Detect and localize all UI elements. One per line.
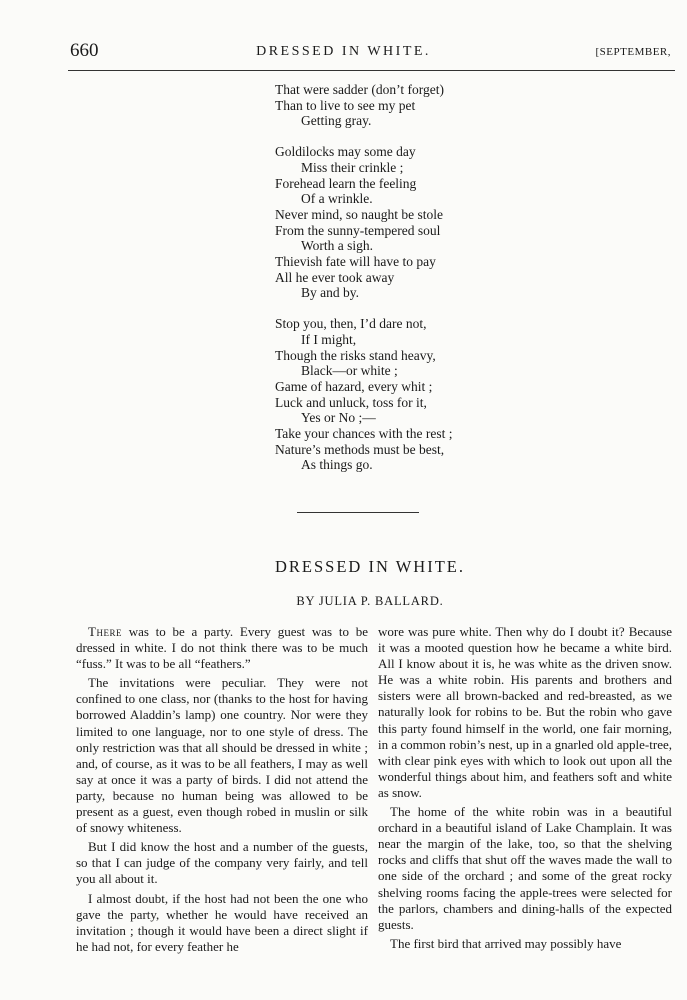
lead-word: There: [88, 624, 122, 639]
poem-line: Luck and unluck, toss for it,: [275, 394, 427, 410]
right-column: [378, 624, 672, 955]
running-title: DRESSED IN WHITE.: [256, 44, 431, 59]
stanza-break: [275, 301, 453, 316]
poem: [275, 82, 453, 473]
paragraph: [378, 936, 672, 952]
poem-line: Forehead learn the feeling: [275, 175, 417, 191]
paragraph-text: The first bird that arrived may possibly have: [390, 935, 622, 951]
poem-line: All he ever took away: [275, 269, 395, 285]
poem-line: From the sunny-tempered soul: [275, 222, 441, 238]
paragraph-text: The home of the white robin was in a beautiful orchard in a beautiful island of Lake Champlain. It was near the margin of the lake, too, so that the shelving rocks and cliffs that shut off the waves made the wall to one side of the orchard ; and some of the great rocky shelving rooms facing the apple-trees were selected for the parlors, chambers and dining-halls of the expected guests.: [378, 804, 672, 932]
poem-line: If I might,: [301, 331, 357, 347]
page-number: 660: [70, 40, 99, 61]
left-column: [76, 624, 368, 958]
poem-line: Of a wrinkle.: [301, 191, 373, 207]
paragraph: [76, 675, 368, 836]
poem-line: Goldilocks may some day: [275, 144, 416, 160]
header-rule: [68, 70, 675, 71]
poem-line: Black—or white ;: [301, 363, 398, 379]
stanza-break: [275, 129, 453, 144]
paragraph: [76, 891, 368, 955]
poem-line: Take your chances with the rest ;: [275, 426, 453, 442]
paragraph-text: The invitations were peculiar. They were not confined to one class, nor (thanks to the host for having borrowed Aladdin’s lamp) one country. Nor were they limited to one language, nor to one style of dress. The only restriction was that all should be dressed in white ; and, of course, as it was to be all feathers, I may as well say at once it was a party of birds. I did not attend the party, because no human being was allowed to be present as a guest, even though robed in muslin or silk of snowy whiteness.: [76, 675, 368, 836]
poem-line: Though the risks stand heavy,: [275, 347, 436, 363]
poem-line: Yes or No ;—: [301, 410, 376, 426]
paragraph: [378, 624, 672, 801]
poem-line: Game of hazard, every whit ;: [275, 378, 433, 394]
paragraph-text: But I did know the host and a number of the guests, so that I can judge of the company very fairly, and tell you all about it.: [76, 839, 368, 887]
paragraph: [76, 624, 368, 672]
poem-line: As things go.: [301, 457, 373, 473]
poem-line: By and by.: [301, 285, 359, 301]
paragraph: [378, 804, 672, 933]
paragraph-text: I almost doubt, if the host had not been the one who gave the party, whether he would have received an invitation ; though it would have been a direct slight if he had not, for every feather he: [76, 890, 368, 954]
running-month: [SEPTEMBER,: [595, 46, 671, 58]
poem-line: Nature’s methods must be best,: [275, 441, 445, 457]
poem-line: Miss their crinkle ;: [301, 159, 404, 175]
poem-line: That were sadder (don’t forget): [275, 82, 444, 97]
poem-line: Thievish fate will have to pay: [275, 254, 436, 270]
paragraph: [76, 839, 368, 887]
paragraph-text: wore was pure white. Then why do I doubt it? Because it was a mooted question how he became a white bird. All I know about it is, he was white as the driven snow. He was a white robin. His parents and brothers and sisters were all brown-backed and red-breasted, as we naturally look for robins to be. But the robin who gave this party found himself in the world, one fair morning, in a common robin’s nest, up in a gnarled old apple-tree, with clear pink eyes with which to look out upon all the wonderful things about him, and feathers soft and white as snow.: [378, 624, 672, 800]
story-title: DRESSED IN WHITE.: [275, 557, 465, 576]
poem-line: Stop you, then, I’d dare not,: [275, 316, 427, 332]
byline: BY JULIA P. BALLARD.: [296, 594, 444, 608]
section-divider: [297, 512, 419, 513]
paragraph-text: was to be a party. Every guest was to be dressed in white. I do not think there was to be much “fuss.” It was to be all “feathers.”: [76, 624, 368, 672]
poem-line: Getting gray.: [301, 113, 372, 129]
poem-line: Worth a sigh.: [301, 238, 374, 254]
poem-line: Never mind, so naught be stole: [275, 206, 443, 222]
poem-line: Than to live to see my pet: [275, 97, 416, 113]
